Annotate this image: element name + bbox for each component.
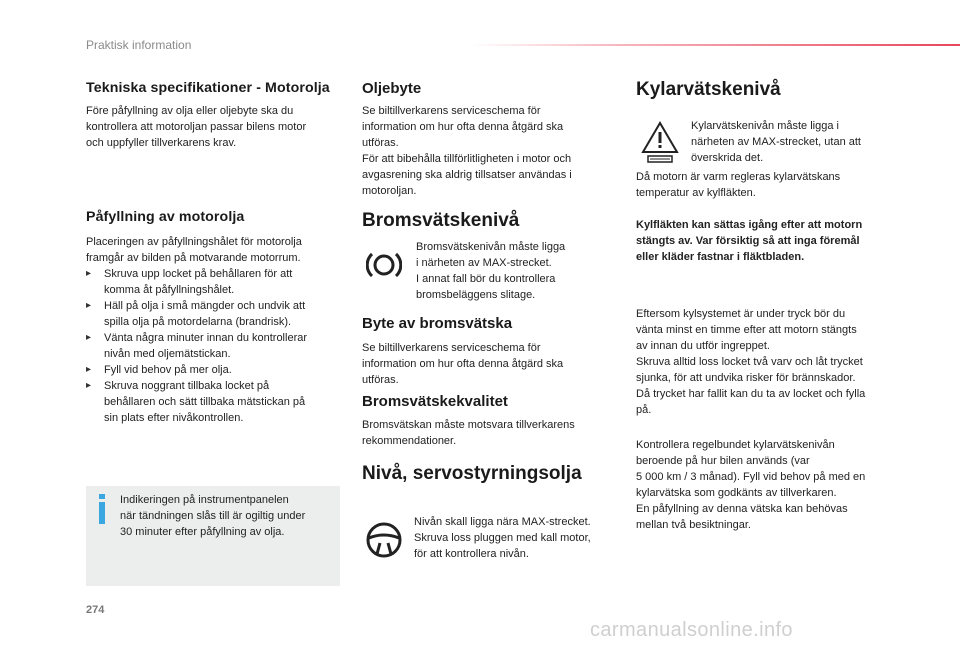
info-box [86, 486, 340, 586]
brake-fluid-change-title: Byte av bromsvätska [362, 315, 513, 332]
coolant-icon-text: Kylarvätskenivån måste ligga i närheten av MAX-strecket, utan att överskrida det. [691, 120, 861, 164]
brake-fluid-quality-title: Bromsvätskekvalitet [362, 393, 508, 410]
oil-topup-steps [86, 266, 348, 426]
coolant-paragraph-2: Eftersom kylsystemet är under tryck bör du vänta minst en timme efter att motorn stängts av innan du utför ingreppet. Skruva alltid loss locket två varv och låt trycket sjunka, för att undvika risker för brännskador. Då trycket har fallit kan du ta av locket och fylla på. [636, 308, 866, 416]
oil-change-title: Oljebyte [362, 80, 422, 97]
brake-fluid-quality-text: Bromsvätskan måste motsvara tillverkarens rekommendationer. [362, 419, 575, 447]
coolant-level-title: Kylarvätskenivå [636, 79, 781, 100]
power-steering-text: Nivån skall ligga nära MAX-strecket. Skruva loss pluggen med kall motor, för att kontrollera nivån. [414, 516, 591, 560]
engine-oil-spec-title: Tekniska specifikationer - Motorolja [86, 80, 330, 96]
brake-fluid-change-text: Se biltillverkarens serviceschema för information om hur ofta denna åtgärd ska utföras. [362, 342, 564, 386]
section-coolant-level [636, 79, 896, 101]
info-icon [96, 494, 108, 524]
section-brake-fluid-quality [362, 393, 608, 449]
header-title: Praktisk information [86, 38, 192, 52]
oil-change-text: Se biltillverkarens serviceschema för information om hur ofta denna åtgärd ska utföras. För att bibehålla tillförlitligheten i motor och avgasrening ska aldrig tillsatser användas i motoroljan. [362, 105, 572, 197]
list-item: ▸ Häll på olja i små mängder och undvik att spilla olja på motordelarna (brandrisk). [86, 298, 348, 330]
power-steering-title: Nivå, servostyrningsolja [362, 463, 582, 484]
oil-topup-title: Påfyllning av motorolja [86, 209, 245, 225]
coolant-paragraph-3: Kontrollera regelbundet kylarvätskenivån beroende på hur bilen används (var 5 000 km / 3 månad). Fyll vid behov på med en kylarvätska som godkänts av tillverkaren. En påfyllning av denna vätska kan behövas mellan två besiktningar. [636, 439, 866, 531]
section-engine-oil-spec [86, 80, 356, 151]
engine-oil-spec-text: Före påfyllning av olja eller oljebyte ska du kontrollera att motoroljan passar bilens motor och uppfyller tillverkarens krav. [86, 105, 307, 149]
section-brake-fluid-level [362, 210, 608, 232]
section-oil-topup [86, 209, 348, 426]
list-item: ▸ Fyll vid behov på mer olja. [86, 362, 348, 378]
brake-warning-icon [366, 249, 402, 281]
section-power-steering [362, 463, 612, 485]
page-number: 274 [86, 604, 105, 616]
list-item: ▸ Skruva upp locket på behållaren för att komma åt påfyllningshålet. [86, 266, 348, 298]
oil-topup-intro: Placeringen av påfyllningshålet för motorolja framgår av bilden på motvarande motorrum. [86, 236, 302, 264]
section-oil-change [362, 80, 608, 199]
steering-wheel-icon [365, 521, 403, 559]
brake-fluid-level-title: Bromsvätskenivå [362, 210, 520, 231]
info-box-text: Indikeringen på instrumentpanelen när tändningen slås till är ogiltig under 30 minuter efter påfyllning av olja. [120, 494, 306, 538]
coolant-fan-warning: Kylfläkten kan sättas igång efter att motorn stängts av. Var försiktig så att inga föremål eller kläder fastnar i fläktbladen. [636, 219, 863, 263]
coolant-paragraph-1: Då motorn är varm regleras kylarvätskans temperatur av kylfläkten. [636, 171, 841, 199]
section-brake-fluid-change [362, 315, 608, 388]
list-item: ▸ Skruva noggrant tillbaka locket på behållaren och sätt tillbaka mätstickan på sin plats efter nivåkontrollen. [86, 378, 348, 426]
coolant-warning-icon [640, 120, 680, 164]
brake-fluid-level-text: Bromsvätskenivån måste ligga i närheten av MAX-strecket. I annat fall bör du kontrollera bromsbeläggens slitage. [416, 241, 566, 301]
list-item: ▸ Vänta några minuter innan du kontrollerar nivån med oljemätstickan. [86, 330, 348, 362]
watermark: carmanualsonline.info [590, 619, 793, 641]
header-accent-line [470, 44, 960, 46]
